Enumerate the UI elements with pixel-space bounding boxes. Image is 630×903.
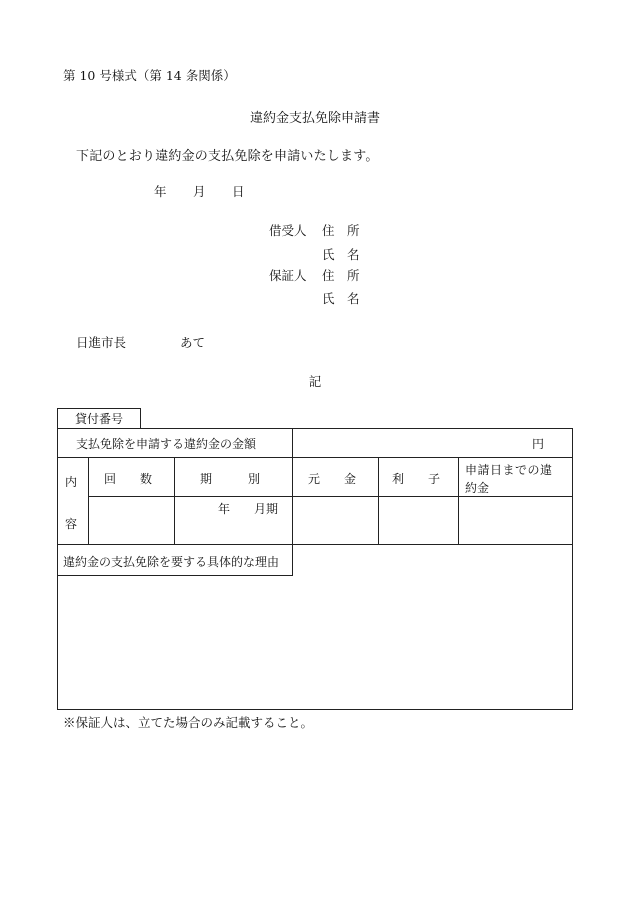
footnote: ※保証人は、立てた場合のみ記載すること。 xyxy=(63,715,314,730)
column-divider xyxy=(292,457,293,544)
borrower-label: 借受人 xyxy=(269,223,307,238)
column-divider xyxy=(292,544,293,575)
form-number-label: 第 10 号様式（第 14 条関係） xyxy=(63,68,236,83)
times-header: 回 数 xyxy=(104,472,153,486)
date-month-label: 月 xyxy=(193,184,206,199)
content-label-bottom: 容 xyxy=(65,517,78,531)
borrower-name-label: 氏 名 xyxy=(322,247,360,262)
reason-label: 違約金の支払免除を要する具体的な理由 xyxy=(63,555,280,569)
amount-label: 支払免除を申請する違約金の金額 xyxy=(76,437,257,451)
guarantor-address-label: 住 所 xyxy=(322,268,360,283)
date-year-label: 年 xyxy=(154,184,167,199)
application-table xyxy=(57,428,573,710)
penalty-header-line2: 約金 xyxy=(465,481,490,495)
document-title: 違約金支払免除申請書 xyxy=(249,111,380,126)
period-header: 期 別 xyxy=(200,472,261,486)
loan-number-tab xyxy=(57,408,141,428)
currency-label: 円 xyxy=(532,437,545,451)
guarantor-label: 保証人 xyxy=(269,268,307,283)
period-value: 年 月期 xyxy=(218,502,279,516)
ki-heading: 記 xyxy=(308,374,322,389)
guarantor-name-label: 氏 名 xyxy=(322,291,360,306)
column-divider xyxy=(174,457,175,544)
borrower-address-label: 住 所 xyxy=(322,223,360,238)
interest-header: 利 子 xyxy=(392,472,441,486)
principal-header: 元 金 xyxy=(308,472,357,486)
row-divider xyxy=(58,544,573,545)
content-label-top: 内 xyxy=(65,475,78,489)
column-divider xyxy=(378,457,379,544)
column-divider xyxy=(292,429,293,457)
addressee: 日進市長 xyxy=(76,335,127,350)
loan-number-label: 貸付番号 xyxy=(74,412,123,426)
column-divider xyxy=(88,457,89,544)
intro-text: 下記のとおり違約金の支払免除を申請いたします。 xyxy=(76,149,379,164)
column-divider xyxy=(458,457,459,544)
date-day-label: 日 xyxy=(232,184,245,199)
row-divider xyxy=(88,496,573,497)
addressee-suffix: あて xyxy=(180,335,206,350)
row-divider xyxy=(58,457,573,458)
row-divider xyxy=(58,575,293,576)
penalty-header-line1: 申請日までの違 xyxy=(465,463,553,477)
